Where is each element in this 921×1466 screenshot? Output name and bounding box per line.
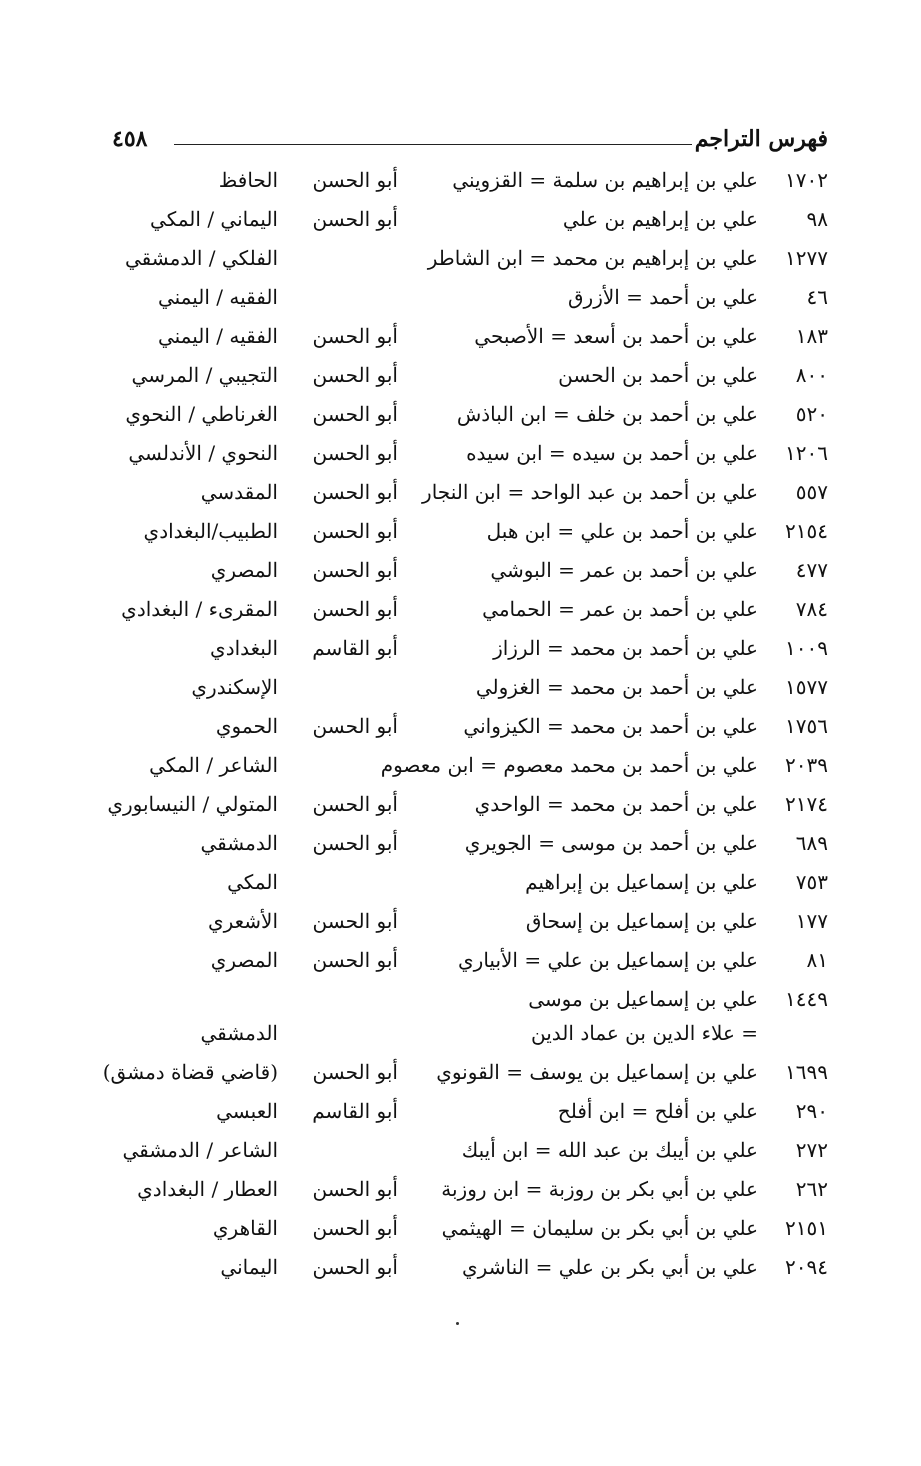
entry-kunya: أبو الحسن — [312, 1216, 398, 1240]
entry-number: ١٦٩٩ — [785, 1060, 828, 1084]
entry-name: علي بن أحمد بن عبد الواحد = ابن النجار — [422, 480, 758, 504]
entry-name: علي بن أحمد بن عمر = البوشي — [490, 558, 758, 582]
entry-nisba: العطار / البغدادي — [137, 1177, 278, 1201]
entry-number: ١٢٧٧ — [785, 246, 828, 270]
entry-nisba: المقدسي — [200, 480, 278, 504]
entry-number: ٤٧٧ — [795, 558, 828, 582]
entry-name: علي بن أبي بكر بن روزبة = ابن روزبة — [441, 1177, 758, 1201]
entry-nisba: اليماني / المكي — [150, 207, 278, 231]
entry-name: علي بن أيبك بن عبد الله = ابن أيبك — [461, 1138, 758, 1162]
entry-name: علي بن إسماعيل بن إبراهيم — [525, 870, 758, 894]
entry-kunya: أبو الحسن — [312, 363, 398, 387]
entry-name: علي بن أحمد بن أسعد = الأصبحي — [474, 324, 758, 348]
index-entry — [112, 941, 828, 980]
index-entry — [112, 629, 828, 668]
index-entry — [112, 395, 828, 434]
entry-kunya: أبو الحسن — [312, 558, 398, 582]
entry-nisba: الفلكي / الدمشقي — [124, 246, 278, 270]
entry-kunya: أبو الحسن — [312, 948, 398, 972]
entry-kunya: أبو الحسن — [312, 480, 398, 504]
entry-number: ٥٥٧ — [795, 480, 828, 504]
entry-nisba: الشاعر / الدمشقي — [122, 1138, 278, 1162]
entry-nisba: المصري — [210, 948, 278, 972]
biography-index-list — [102, 161, 828, 1287]
index-entry — [112, 707, 828, 746]
entry-nisba: المقرىء / البغدادي — [121, 597, 278, 621]
entry-kunya: أبو الحسن — [312, 1177, 398, 1201]
footer-dot — [456, 1322, 459, 1325]
entry-nisba: الإسكندري — [191, 675, 278, 699]
entry-nisba: الفقيه / اليمني — [157, 285, 278, 309]
entry-nisba: (قاضي قضاة دمشق) — [102, 1060, 278, 1084]
index-entry — [112, 512, 828, 551]
entry-nisba: المصري — [210, 558, 278, 582]
entry-kunya: أبو الحسن — [312, 1255, 398, 1279]
entry-number: ١٢٠٦ — [785, 441, 828, 465]
entry-name: علي بن أحمد بن علي = ابن هبل — [486, 519, 758, 543]
index-entry — [112, 1092, 828, 1131]
entry-name: علي بن أحمد بن محمد = الغزولي — [475, 675, 758, 699]
entry-name: علي بن أبي بكر بن علي = الناشري — [462, 1255, 758, 1279]
entry-number: ٢٦٢ — [795, 1177, 828, 1201]
index-entry — [112, 1248, 828, 1287]
running-title: فهرس التراجم — [694, 126, 828, 152]
entry-number: ٧٥٣ — [795, 870, 828, 894]
entry-number: ٢٠٣٩ — [785, 753, 828, 777]
index-entry — [112, 902, 828, 941]
entry-number: ٢٩٠ — [795, 1099, 828, 1123]
entry-number: ٧٨٤ — [795, 597, 828, 621]
entry-number: ٨١ — [806, 948, 828, 972]
entry-kunya: أبو الحسن — [312, 441, 398, 465]
entry-number: ٥٢٠ — [795, 402, 828, 426]
index-entry — [112, 824, 828, 863]
entry-nisba: الحموي — [215, 714, 278, 738]
entry-name: علي بن إبراهيم بن محمد = ابن الشاطر — [427, 246, 758, 270]
page-header — [112, 122, 828, 158]
index-entry — [112, 317, 828, 356]
entry-name: علي بن أحمد بن محمد = الرزاز — [493, 636, 758, 660]
header-rule — [174, 144, 692, 145]
entry-number: ٢١٧٤ — [785, 792, 828, 816]
entry-nisba: الشاعر / المكي — [149, 753, 278, 777]
index-entry — [112, 551, 828, 590]
entry-number: ١٧٥٦ — [785, 714, 828, 738]
entry-nisba: النحوي / الأندلسي — [128, 441, 278, 465]
entry-number: ١٥٧٧ — [785, 675, 828, 699]
entry-name: علي بن إسماعيل بن علي = الأبياري — [458, 948, 758, 972]
entry-name: علي بن أبي بكر بن سليمان = الهيثمي — [441, 1216, 758, 1240]
entry-nisba: المتولي / النيسابوري — [107, 792, 278, 816]
entry-name-continued: = علاء الدين بن عماد الدين — [531, 1021, 758, 1045]
entry-nisba: اليماني — [220, 1255, 278, 1279]
entry-number: ١٧٧ — [795, 909, 828, 933]
entry-name: علي بن أحمد بن الحسن — [558, 363, 758, 387]
entry-number: ٦٨٩ — [795, 831, 828, 855]
entry-name: علي بن أحمد بن محمد = الكيزواني — [463, 714, 758, 738]
entry-name: علي بن أحمد بن خلف = ابن الباذش — [456, 402, 758, 426]
entry-nisba: الدمشقي — [200, 1021, 278, 1045]
entry-nisba: الأشعري — [207, 909, 278, 933]
index-entry — [112, 863, 828, 902]
entry-nisba: الطبيب/البغدادي — [143, 519, 278, 543]
entry-name: علي بن أفلح = ابن أفلح — [557, 1099, 758, 1123]
index-entry — [112, 239, 828, 278]
entry-nisba: العبسي — [216, 1099, 278, 1123]
entry-name: علي بن أحمد بن موسى = الجويري — [464, 831, 758, 855]
page-number: ٤٥٨ — [112, 126, 148, 152]
entry-number: ٢٧٢ — [795, 1138, 828, 1162]
index-entry — [112, 434, 828, 473]
index-entry — [112, 161, 828, 200]
entry-nisba: الفقيه / اليمني — [157, 324, 278, 348]
index-entry — [112, 1209, 828, 1248]
entry-kunya: أبو القاسم — [312, 1099, 398, 1123]
entry-name: علي بن إبراهيم بن علي — [562, 207, 758, 231]
index-entry — [112, 278, 828, 317]
entry-number: ١٤٤٩ — [785, 987, 828, 1011]
entry-kunya: أبو الحسن — [312, 168, 398, 192]
entry-name: علي بن أحمد بن عمر = الحمامي — [482, 597, 758, 621]
entry-name: علي بن أحمد بن محمد معصوم = ابن معصوم — [380, 753, 758, 777]
index-entry — [112, 746, 828, 785]
entry-number: ٨٠٠ — [795, 363, 828, 387]
entry-kunya: أبو الحسن — [312, 831, 398, 855]
entry-kunya: أبو الحسن — [312, 402, 398, 426]
entry-name: علي بن أحمد = الأزرق — [568, 285, 758, 309]
entry-name: علي بن إبراهيم بن سلمة = القزويني — [452, 168, 758, 192]
index-entry — [112, 668, 828, 707]
index-entry — [112, 980, 828, 1053]
index-entry — [112, 1131, 828, 1170]
index-entry — [107, 785, 828, 824]
entry-number: ١٠٠٩ — [785, 636, 828, 660]
index-entry — [112, 590, 828, 629]
entry-number: ١٧٠٢ — [785, 168, 828, 192]
entry-nisba: القاهري — [212, 1216, 278, 1240]
index-entry — [112, 473, 828, 512]
entry-name: علي بن إسماعيل بن يوسف = القونوي — [436, 1060, 758, 1084]
index-entry — [112, 1170, 828, 1209]
entry-number: ٢١٥٤ — [785, 519, 828, 543]
entry-nisba: المكي — [227, 870, 278, 894]
entry-kunya: أبو الحسن — [312, 909, 398, 933]
entry-kunya: أبو الحسن — [312, 324, 398, 348]
entry-name: علي بن إسماعيل بن موسى — [528, 987, 758, 1011]
index-entry — [102, 1053, 828, 1092]
index-entry — [112, 200, 828, 239]
entry-name: علي بن أحمد بن محمد = الواحدي — [474, 792, 758, 816]
entry-nisba: الغرناطي / النحوي — [125, 402, 278, 426]
entry-kunya: أبو الحسن — [312, 519, 398, 543]
entry-nisba: الحافظ — [218, 168, 278, 192]
entry-number: ٩٨ — [806, 207, 828, 231]
entry-kunya: أبو الحسن — [312, 792, 398, 816]
entry-nisba: البغدادي — [210, 636, 278, 660]
entry-kunya: أبو القاسم — [312, 636, 398, 660]
entry-kunya: أبو الحسن — [312, 207, 398, 231]
entry-nisba: الدمشقي — [200, 831, 278, 855]
entry-kunya: أبو الحسن — [312, 714, 398, 738]
entry-name: علي بن أحمد بن سيده = ابن سيده — [466, 441, 758, 465]
entry-number: ٢٠٩٤ — [785, 1255, 828, 1279]
entry-number: ٤٦ — [806, 285, 828, 309]
entry-nisba: التجيبي / المرسي — [131, 363, 278, 387]
entry-name: علي بن إسماعيل بن إسحاق — [525, 909, 758, 933]
entry-number: ١٨٣ — [795, 324, 828, 348]
entry-number: ٢١٥١ — [785, 1216, 828, 1240]
index-entry — [112, 356, 828, 395]
entry-kunya: أبو الحسن — [312, 597, 398, 621]
entry-kunya: أبو الحسن — [312, 1060, 398, 1084]
